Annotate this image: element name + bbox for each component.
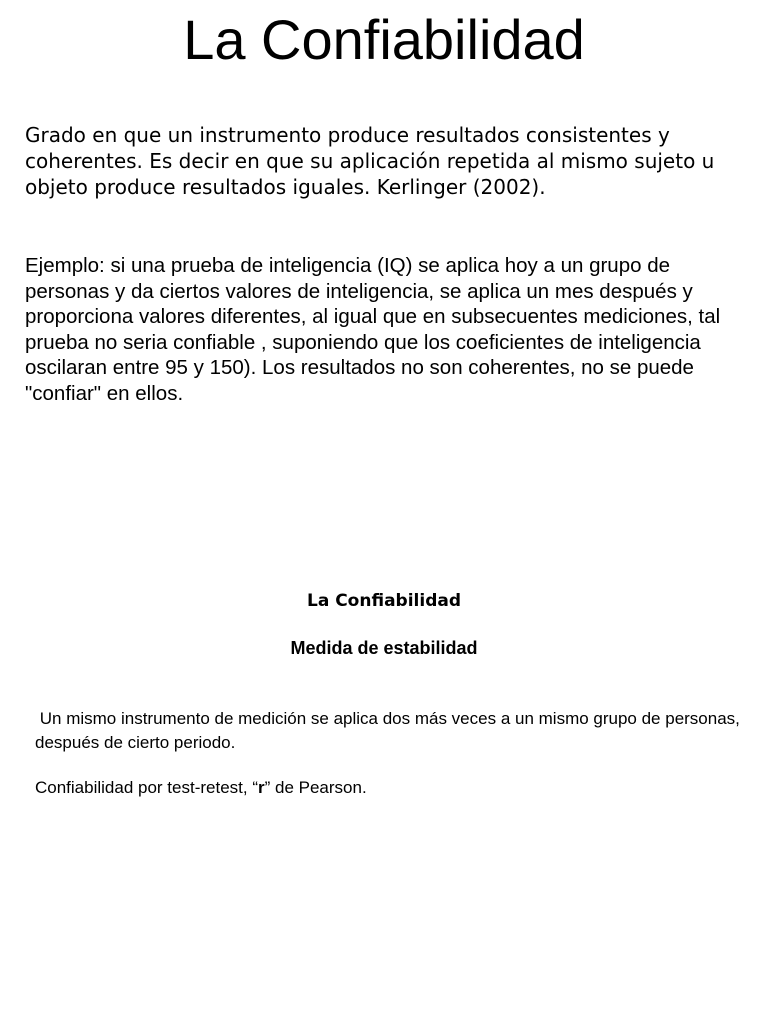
example-paragraph: Ejemplo: si una prueba de inteligencia (IQ) se aplica hoy a un grupo de personas y da ciertos valores de inteligencia, se aplica un mes después y proporciona valores diferentes, al igual que en subsecuentes mediciones, tal prueba no seria confiable , suponiendo que los coeficientes de inteligencia oscilaran entre 95 y 150). Los resultados no son coherentes, no se puede "confiar" en ellos. [25,254,721,405]
reliability-suffix: ” de Pearson. [264,778,367,797]
section-heading: Medida de estabilidad [290,638,478,658]
reliability-type-line [35,776,740,800]
description-paragraph: Un mismo instrumento de medición se aplica dos más veces a un mismo grupo de personas, después de cierto periodo. [35,709,745,752]
reliability-prefix: Confiabilidad por test-retest, “ [35,778,258,797]
slide-title: La Confiabilidad [183,8,585,71]
pearson-r-symbol: r [258,778,265,797]
slide-title: La Confiabilidad [306,591,461,611]
slide-stability-measure [0,512,768,1024]
definition-paragraph: Grado en que un instrumento produce resultados consistentes y coherentes. Es decir en que su aplicación repetida al mismo sujeto u objeto produce resultados iguales. Kerlinger (2002). [25,123,715,199]
